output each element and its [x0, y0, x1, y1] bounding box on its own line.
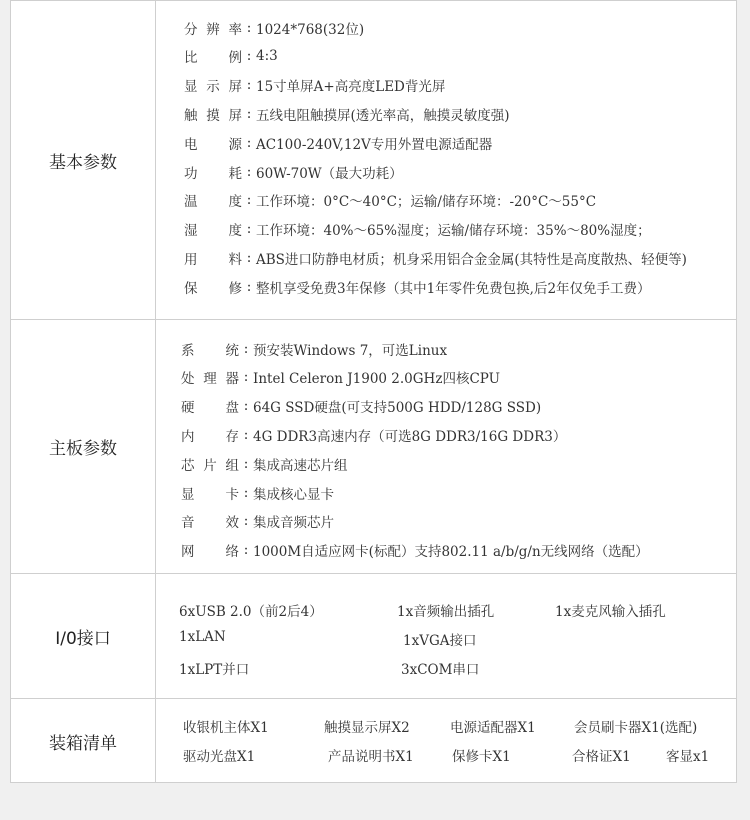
spec-value: ABS进口防静电材质；机身采用铝合金金属(其特性是高度散热、轻便等) — [256, 251, 687, 268]
spec-separator: : — [243, 426, 249, 443]
spec-key: 触摸屏 — [184, 107, 242, 124]
spec-key: 湿 度 — [184, 223, 242, 240]
spec-separator: : — [246, 105, 252, 122]
section-basic — [11, 1, 736, 319]
spec-row — [156, 157, 736, 186]
spec-row — [156, 71, 736, 100]
spec-key: 音 效 — [181, 515, 239, 532]
spec-row — [156, 272, 736, 301]
section-label-basic: 基本参数 — [11, 1, 156, 319]
spec-key: 用 料 — [184, 251, 242, 268]
spec-key: 网 络 — [181, 544, 239, 561]
spec-key: 比 例 — [184, 50, 242, 67]
spec-separator: : — [243, 513, 249, 530]
spec-value: 集成高速芯片组 — [253, 457, 348, 474]
spec-separator: : — [246, 134, 252, 151]
spec-row — [156, 420, 736, 449]
spec-value: AC100-240V,12V专用外置电源适配器 — [256, 136, 493, 153]
spec-value: 五线电阻触摸屏(透光率高，触摸灵敏度强) — [256, 107, 510, 124]
io-item: 6xUSB 2.0（前2后4） — [179, 604, 323, 620]
spec-row — [156, 42, 736, 71]
spec-value: 工作环境：40%～65%湿度；运输/储存环境：35%～80%湿度； — [256, 223, 651, 240]
spec-key: 处理器 — [181, 371, 239, 388]
spec-key: 电 源 — [184, 136, 242, 153]
spec-separator: : — [246, 249, 252, 266]
io-item: 1xVGA接口 — [403, 633, 477, 649]
spec-value: 60W-70W（最大功耗） — [256, 165, 403, 182]
io-item: 1x麦克风输入插孔 — [555, 604, 666, 620]
spec-key: 保 修 — [184, 280, 242, 297]
packing-items — [156, 699, 736, 783]
spec-value: 1000M自适应网卡(标配）支持802.11 a/b/g/n无线网络（选配） — [253, 544, 649, 561]
spec-separator: : — [246, 77, 252, 94]
spec-row — [156, 334, 736, 363]
spec-separator: : — [243, 369, 249, 386]
spec-separator: : — [246, 163, 252, 180]
spec-key: 温 度 — [184, 194, 242, 211]
spec-separator: : — [246, 19, 252, 36]
spec-row — [156, 536, 736, 565]
spec-value: 工作环境：0°C～40°C；运输/储存环境：-20°C～55°C — [256, 194, 597, 211]
io-item: 1xLAN — [179, 629, 226, 645]
spec-value: 集成核心显卡 — [253, 486, 334, 503]
mainboard-rows — [156, 320, 736, 573]
spec-value: 集成音频芯片 — [253, 515, 334, 532]
spec-separator: : — [243, 484, 249, 501]
spec-key: 系 统 — [181, 342, 239, 359]
spec-separator: : — [243, 340, 249, 357]
spec-separator: : — [246, 192, 252, 209]
section-io — [11, 573, 736, 698]
spec-row — [156, 99, 736, 128]
spec-value: 15寸单屏A+高亮度LED背光屏 — [256, 79, 446, 96]
packing-item: 会员刷卡器X1(选配) — [574, 720, 698, 736]
io-item: 1x音频输出插孔 — [397, 604, 495, 620]
spec-row — [156, 215, 736, 244]
spec-row — [156, 13, 736, 42]
spec-table — [10, 0, 737, 783]
spec-separator: : — [243, 398, 249, 415]
section-label-mainboard: 主板参数 — [11, 320, 156, 573]
spec-row — [156, 363, 736, 392]
section-packing — [11, 698, 736, 783]
spec-value: 4:3 — [256, 48, 278, 65]
spec-value: 64G SSD硬盘(可支持500G HDD/128G SSD) — [253, 400, 542, 417]
packing-item: 产品说明书X1 — [328, 749, 414, 765]
spec-row — [156, 392, 736, 421]
spec-row — [156, 507, 736, 536]
spec-key: 硬 盘 — [181, 400, 239, 417]
spec-separator: : — [246, 221, 252, 238]
spec-row — [156, 128, 736, 157]
spec-key: 显 卡 — [181, 486, 239, 503]
spec-value: 4G DDR3高速内存（可选8G DDR3/16G DDR3） — [253, 428, 567, 445]
basic-rows — [156, 1, 736, 319]
spec-key: 芯片组 — [181, 457, 239, 474]
packing-item: 驱动光盘X1 — [183, 749, 256, 765]
spec-row — [156, 186, 736, 215]
section-label-io: I/0接口 — [11, 574, 156, 698]
packing-item: 客显x1 — [666, 749, 710, 765]
spec-row — [156, 449, 736, 478]
spec-value: 整机享受免费3年保修（其中1年零件免费包换,后2年仅免手工费） — [256, 280, 651, 297]
spec-row — [156, 478, 736, 507]
spec-key: 功 耗 — [184, 165, 242, 182]
packing-item: 合格证X1 — [572, 749, 631, 765]
spec-separator: : — [243, 455, 249, 472]
spec-key: 分辨率 — [184, 21, 242, 38]
spec-value: 1024*768(32位) — [256, 21, 365, 38]
spec-key: 显示屏 — [184, 79, 242, 96]
io-items — [156, 574, 736, 698]
io-item: 3xCOM串口 — [401, 662, 480, 678]
packing-item: 电源适配器X1 — [450, 720, 536, 736]
packing-item: 保修卡X1 — [452, 749, 511, 765]
section-mainboard — [11, 319, 736, 573]
spec-separator: : — [246, 278, 252, 295]
packing-item: 触摸显示屏X2 — [324, 720, 410, 736]
spec-separator: : — [243, 542, 249, 559]
section-label-packing: 装箱清单 — [11, 699, 156, 783]
spec-separator: : — [246, 48, 252, 65]
spec-key: 内 存 — [181, 428, 239, 445]
io-item: 1xLPT并口 — [179, 662, 250, 678]
spec-value: Intel Celeron J1900 2.0GHz四核CPU — [253, 371, 500, 388]
packing-item: 收银机主体X1 — [183, 720, 269, 736]
spec-row — [156, 243, 736, 272]
spec-value: 预安装Windows 7，可选Linux — [253, 342, 448, 359]
